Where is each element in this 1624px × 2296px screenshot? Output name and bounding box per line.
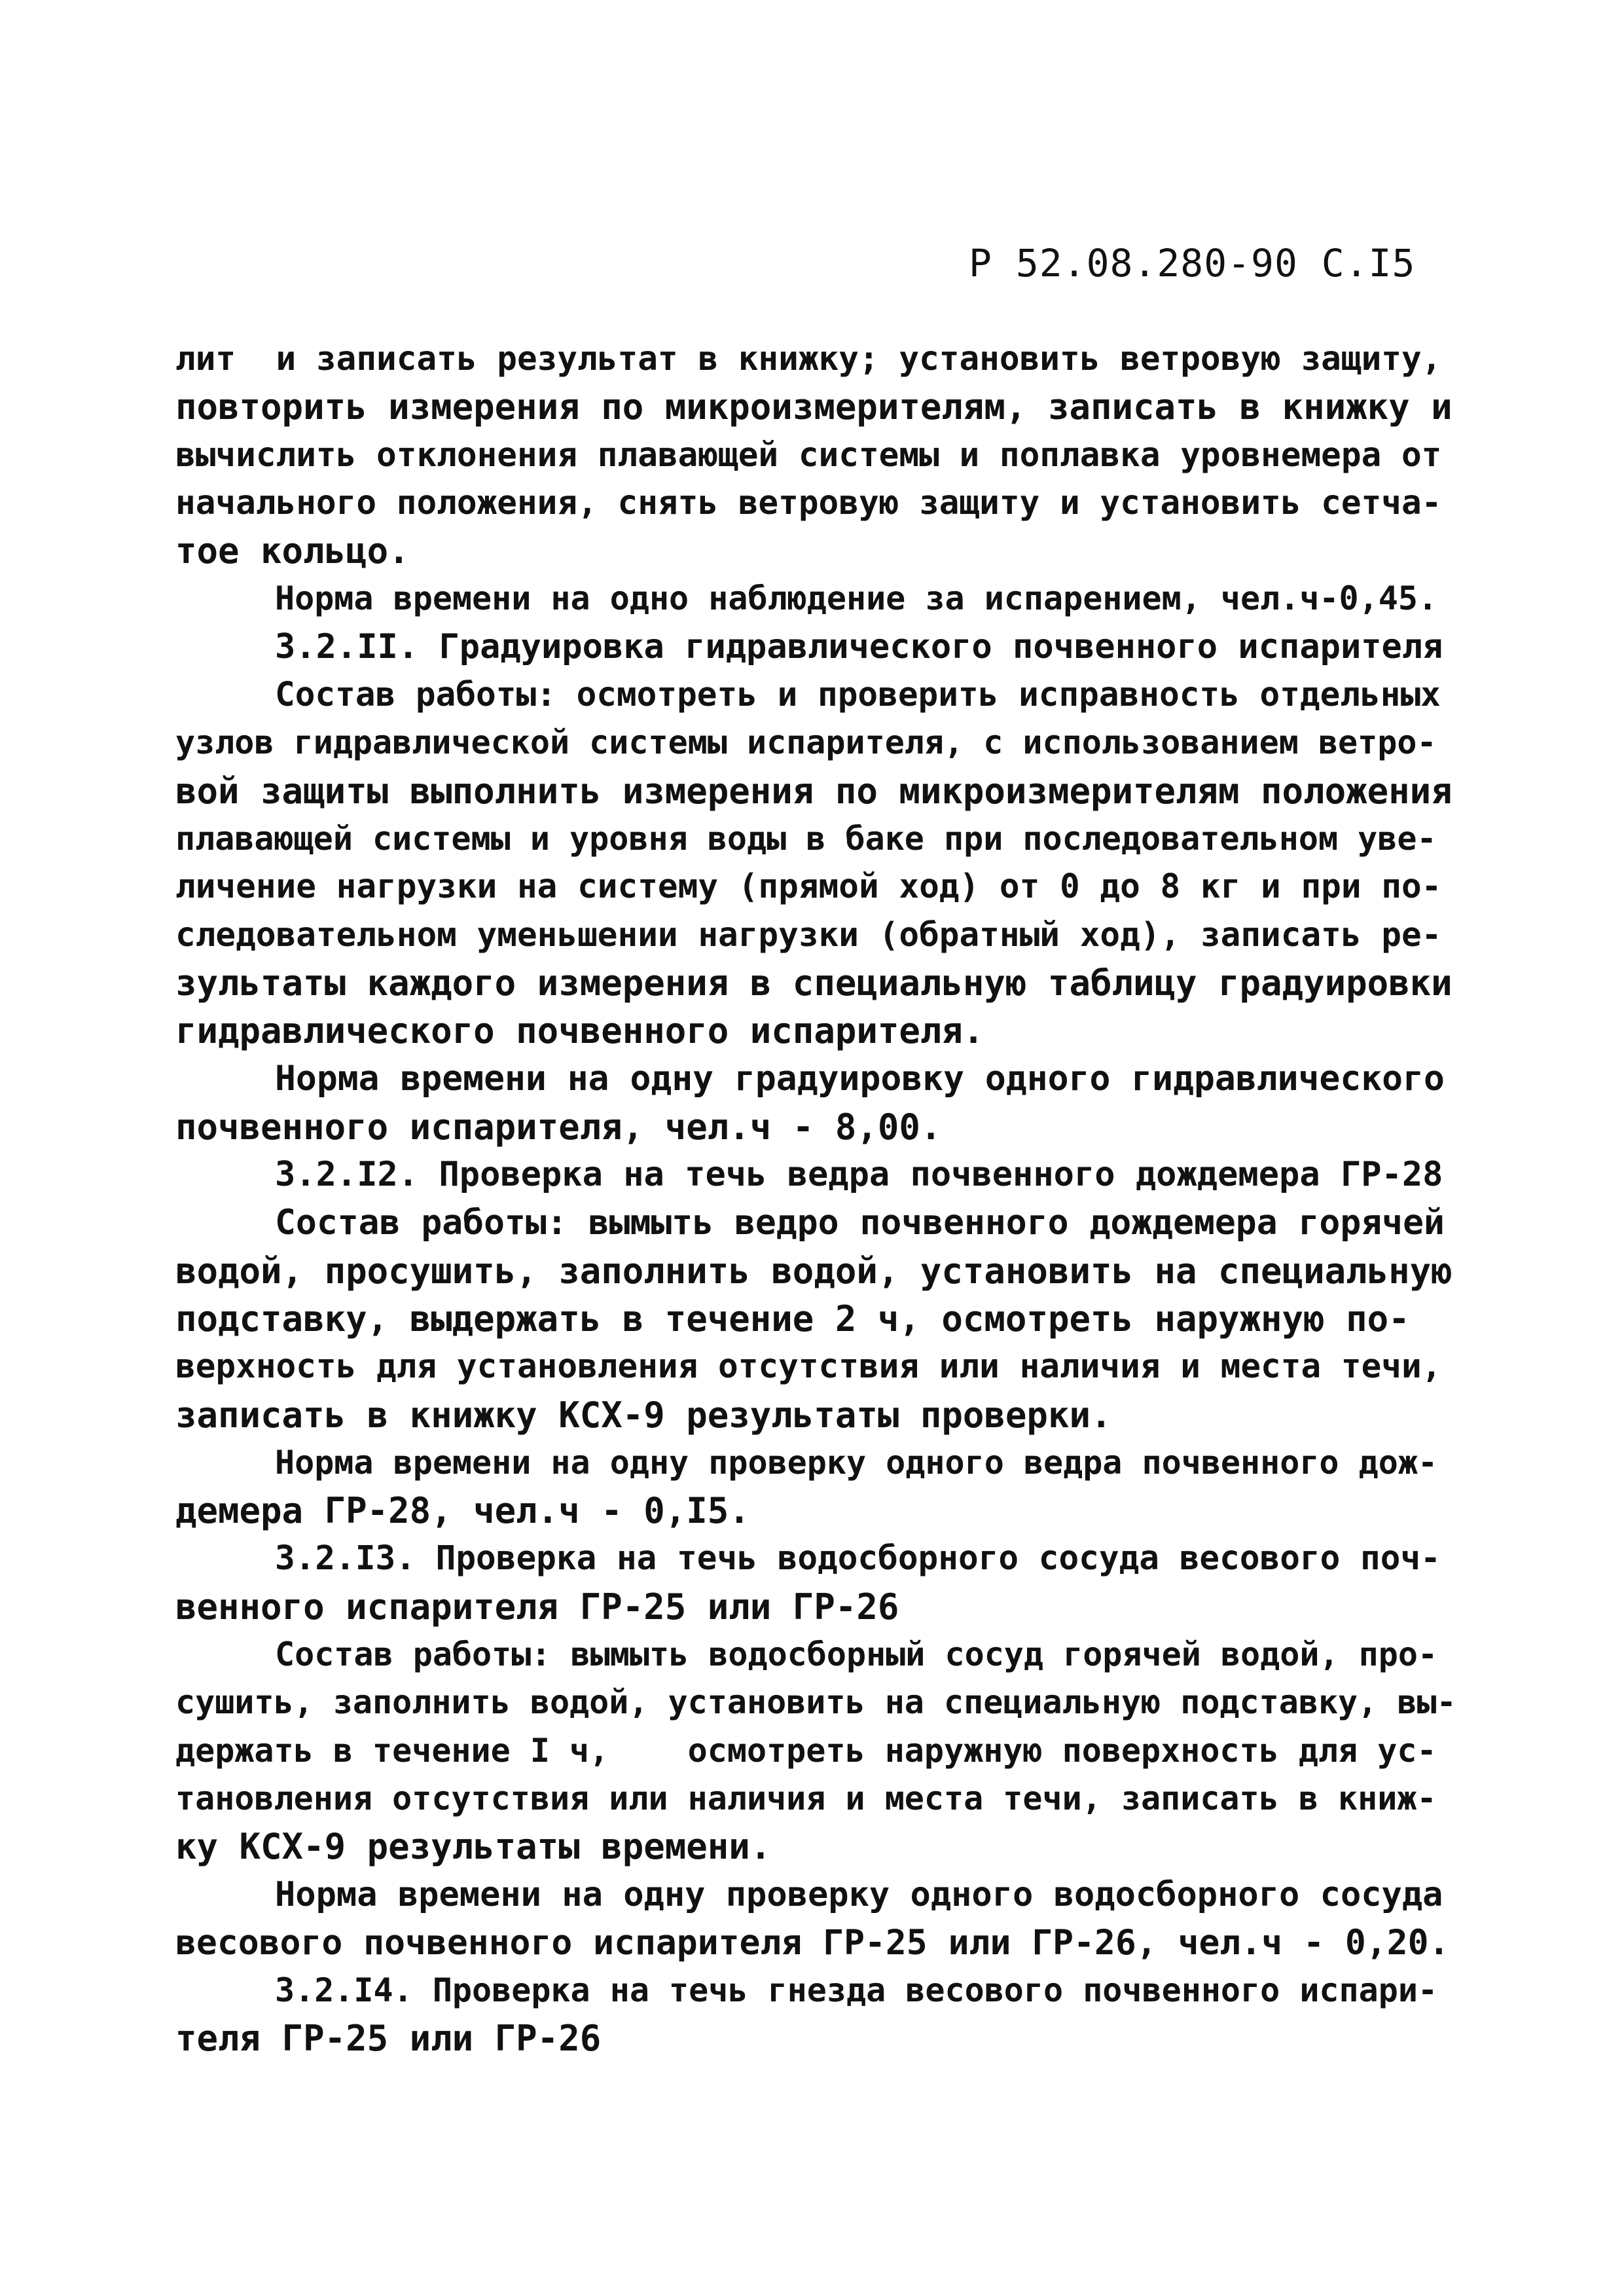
text-line: вычислить отклонения плавающей системы и поплавка уровнемера от	[175, 435, 1442, 475]
text-line: 3.2.II. Градуировка гидравлического почвенного испарителя	[275, 627, 1443, 666]
text-line: повторить измерения по микроизмерителям, записать в книжку и	[175, 386, 1453, 428]
text-line: начального положения, снять ветровую защиту и установить сетча-	[175, 483, 1442, 522]
page-header-doc-ref: Р 52.08.280-90 С.I5	[969, 241, 1416, 285]
text-line: тановления отсутствия или наличия и места течи, записать в книж-	[175, 1779, 1437, 1817]
text-line: зультаты каждого измерения в специальную таблицу градуировки	[175, 962, 1453, 1004]
text-line: Состав работы: вымыть водосборный сосуд горячей водой, про-	[275, 1635, 1438, 1674]
text-line: Состав работы: осмотреть и проверить исправность отдельных	[275, 676, 1441, 715]
text-line: демера ГР-28, чел.ч - 0,I5.	[175, 1490, 750, 1532]
text-line: плавающей системы и уровня воды в баке при последовательном уве-	[175, 819, 1437, 858]
body-text	[175, 335, 1458, 2063]
text-line: Норма времени на одну проверку одного ведра почвенного дож-	[275, 1443, 1438, 1482]
text-line: 3.2.I2. Проверка на течь ведра почвенного дождемера ГР-28	[275, 1155, 1443, 1195]
text-line: 3.2.I3. Проверка на течь водосборного сосуда весового поч-	[275, 1539, 1441, 1578]
text-line: гидравлического почвенного испарителя.	[175, 1010, 984, 1052]
text-line: Норма времени на одну проверку одного водосборного сосуда	[275, 1874, 1443, 1914]
text-line: следовательном уменьшении нагрузки (обратный ход), записать ре-	[175, 915, 1442, 955]
text-line: весового почвенного испарителя ГР-25 или ГР-26, чел.ч - 0,20.	[175, 1922, 1450, 1963]
text-line: сушить, заполнить водой, установить на специальную подставку, вы-	[175, 1683, 1456, 1722]
text-line: записать в книжку КСХ-9 результаты проверки.	[175, 1394, 1112, 1436]
text-line: Состав работы: вымыть ведро почвенного дождемера горячей	[275, 1203, 1445, 1243]
text-line: тое кольцо.	[175, 530, 410, 572]
text-line: почвенного испарителя, чел.ч - 8,00.	[175, 1106, 942, 1148]
text-line: Норма времени на одно наблюдение за испарением, чел.ч-0,45.	[275, 579, 1438, 618]
text-line: Норма времени на одну градуировку одного гидравлического	[275, 1059, 1445, 1099]
text-line: держать в течение I ч, осмотреть наружную поверхность для ус-	[175, 1731, 1437, 1770]
text-line: верхность для установления отсутствия или наличия и места течи,	[175, 1347, 1442, 1387]
text-line: теля ГР-25 или ГР-26	[175, 2018, 602, 2060]
text-line: подставку, выдержать в течение 2 ч, осмотреть наружную по-	[175, 1298, 1410, 1339]
text-line: узлов гидравлической системы испарителя, с использованием ветро-	[175, 723, 1437, 762]
text-line: 3.2.I4. Проверка на течь гнезда весового почвенного испари-	[275, 1971, 1438, 2010]
text-line: вой защиты выполнить измерения по микроизмерителям положения	[175, 770, 1453, 812]
text-line: ку КСХ-9 результаты времени.	[175, 1826, 772, 1868]
text-line: водой, просушить, заполнить водой, установить на специальную	[175, 1250, 1453, 1292]
text-line: лит и записать результат в книжку; установить ветровую защиту,	[175, 340, 1442, 378]
text-line: венного испарителя ГР-25 или ГР-26	[175, 1586, 899, 1628]
text-line: личение нагрузки на систему (прямой ход) от 0 до 8 кг и при по-	[175, 867, 1442, 907]
